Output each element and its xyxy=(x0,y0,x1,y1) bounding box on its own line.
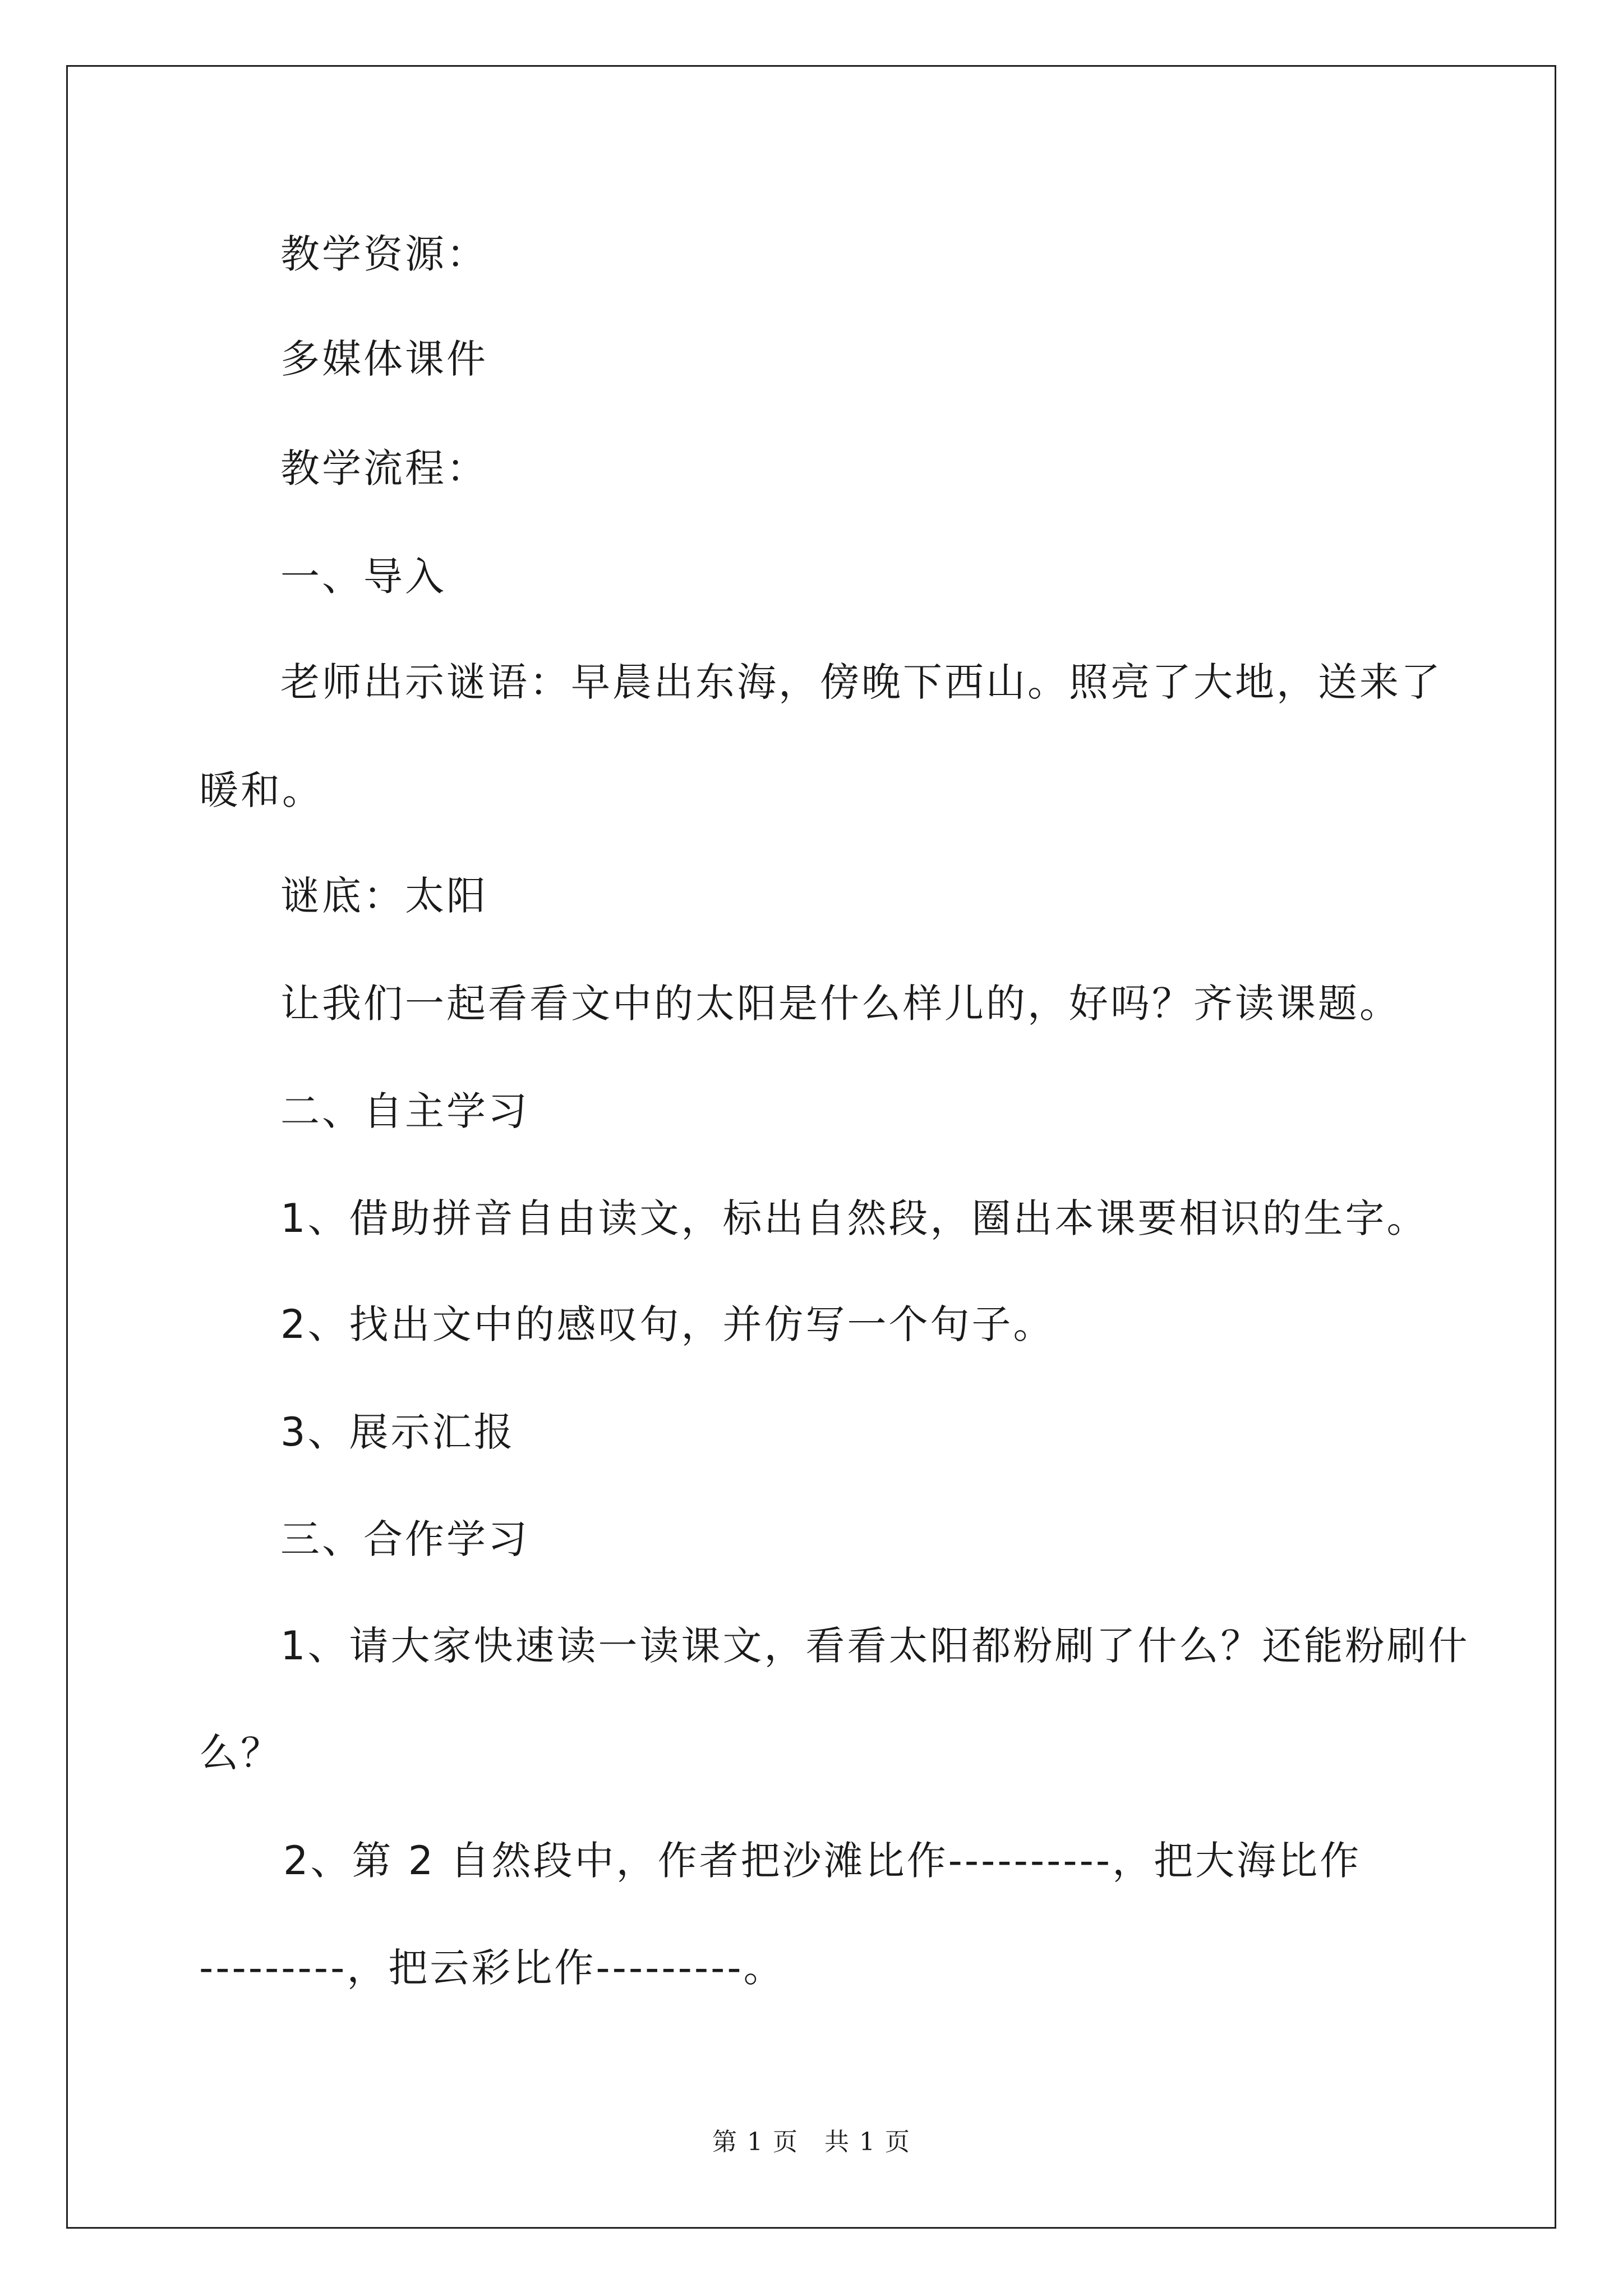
paragraph-item-3-1-line-1: 1、请大家快速读一读课文，看看太阳都粉刷了什么？还能粉刷什 xyxy=(280,1623,1470,1669)
page-border xyxy=(66,65,1556,2229)
paragraph-item-2-3: 3、展示汇报 xyxy=(280,1409,515,1455)
paragraph-item-3-1-line-2: 么？ xyxy=(199,1730,282,1776)
paragraph-riddle-line-2: 暖和。 xyxy=(199,767,324,813)
paragraph-item-2-1: 1、借助拼音自由读文，标出自然段，圈出本课要相识的生字。 xyxy=(280,1195,1428,1241)
paragraph-read-title: 让我们一起看看文中的太阳是什么样儿的，好吗？齐读课题。 xyxy=(280,981,1401,1027)
paragraph-teaching-resources-heading: 教学资源： xyxy=(280,231,488,277)
paragraph-section-1-heading: 一、导入 xyxy=(280,554,446,600)
paragraph-item-3-2-line-1: 2、第 2 自然段中，作者把沙滩比作----------，把大海比作 xyxy=(283,1838,1362,1884)
paragraph-riddle-answer: 谜底：太阳 xyxy=(280,873,488,919)
paragraph-item-2-2: 2、找出文中的感叹句，并仿写一个句子。 xyxy=(280,1301,1055,1347)
paragraph-section-2-heading: 二、自主学习 xyxy=(280,1088,529,1134)
paragraph-riddle-line-1: 老师出示谜语：早晨出东海，傍晚下西山。照亮了大地，送来了 xyxy=(280,659,1442,705)
paragraph-teaching-process-heading: 教学流程： xyxy=(280,445,488,491)
paragraph-section-3-heading: 三、合作学习 xyxy=(280,1516,529,1562)
paragraph-multimedia: 多媒体课件 xyxy=(280,336,488,382)
page-footer: 第 1 页 共 1 页 xyxy=(712,2128,911,2156)
paragraph-item-3-2-line-2: ---------，把云彩比作---------。 xyxy=(199,1945,785,1991)
